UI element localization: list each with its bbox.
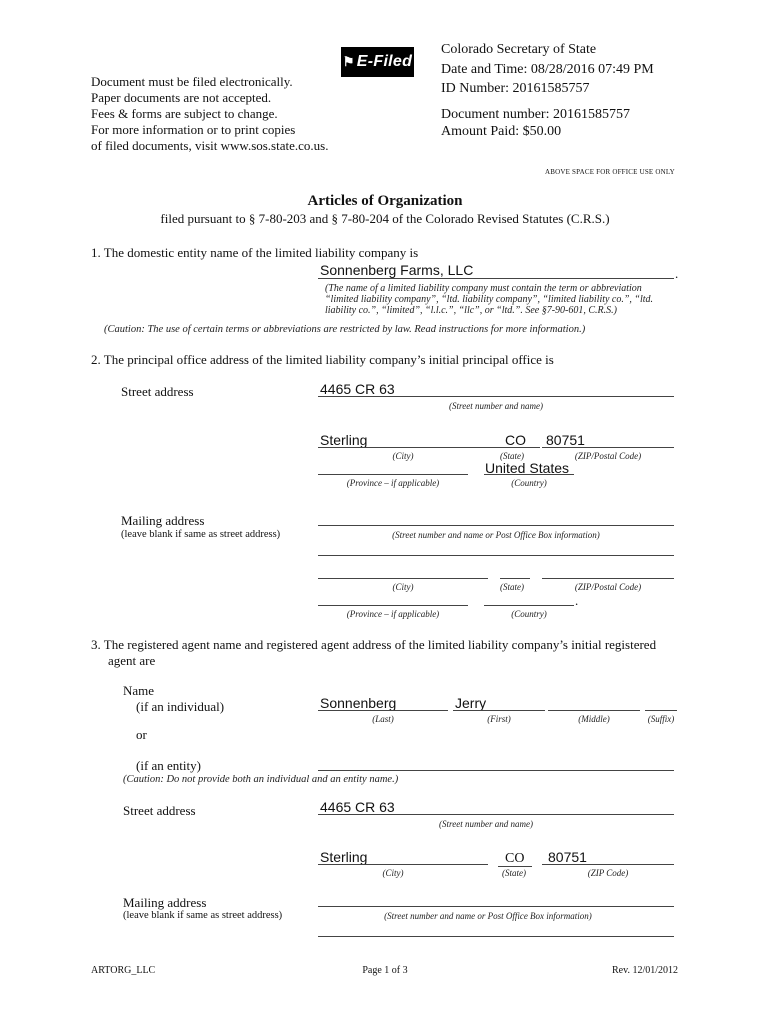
principal-state-caption: (State) (500, 451, 524, 461)
efiled-label: E-Filed (356, 53, 413, 70)
principal-mail-zip-caption: (ZIP/Postal Code) (574, 582, 642, 592)
principal-mail-zip-field[interactable] (542, 578, 674, 579)
principal-city-caption: (City) (392, 451, 414, 461)
office-name: Colorado Secretary of State (441, 42, 597, 57)
principal-country-value: United States (485, 460, 570, 476)
agent-entity-field[interactable] (318, 770, 674, 771)
agent-state-caption: (State) (502, 868, 526, 878)
agent-zip-field[interactable] (542, 864, 674, 865)
principal-mail-city-field[interactable] (318, 578, 488, 579)
id-number: ID Number: 20161585757 (441, 81, 590, 96)
principal-mail-province-caption: (Province – if applicable) (346, 609, 440, 619)
agent-mailing-caption: (Street number and name or Post Office Box information) (384, 911, 592, 921)
agent-mailing-label: Mailing address (123, 895, 207, 910)
agent-first-field[interactable] (453, 710, 545, 711)
notice-line-2: Paper documents are not accepted. (91, 90, 272, 105)
agent-city-field[interactable] (318, 864, 488, 865)
agent-last-caption: (Last) (372, 714, 394, 724)
footer-form-id: ARTORG_LLC (91, 965, 156, 976)
page-title: Articles of Organization (307, 193, 463, 209)
principal-country-caption: (Country) (511, 478, 547, 488)
principal-street-value: 4465 CR 63 (320, 381, 395, 397)
date-time: Date and Time: 08/28/2016 07:49 PM (441, 62, 654, 77)
agent-name-label: Name (123, 683, 155, 698)
agent-or-label: or (136, 727, 147, 742)
agent-street-label: Street address (123, 803, 196, 818)
section3-label-2: agent are (108, 653, 156, 668)
principal-zip-caption: (ZIP/Postal Code) (574, 451, 642, 461)
principal-zip-value: 80751 (546, 432, 585, 448)
efiled-logo (341, 47, 414, 77)
section1-caution: (Caution: The use of certain terms or abbreviations are restricted by law. Read instructions for more information.) (104, 324, 586, 335)
principal-street-field[interactable] (318, 396, 674, 397)
section3-label-1: 3. The registered agent name and registered agent address of the limited liability company’s initial registered (91, 637, 657, 652)
agent-mailing-sublabel: (leave blank if same as street address) (123, 910, 283, 921)
notice-line-5: of filed documents, visit www.sos.state.co.us. (91, 138, 329, 153)
footer-page-number: Page 1 of 3 (362, 965, 408, 976)
agent-city-caption: (City) (382, 868, 404, 878)
agent-street-field[interactable] (318, 814, 674, 815)
agent-street-caption: (Street number and name) (439, 819, 533, 829)
principal-mail-province-field[interactable] (318, 605, 468, 606)
agent-zip-value: 80751 (548, 849, 587, 865)
document-number: Document number: 20161585757 (441, 107, 630, 122)
agent-suffix-field[interactable] (645, 710, 677, 711)
principal-state-value: CO (505, 432, 526, 448)
agent-suffix-caption: (Suffix) (647, 714, 675, 724)
principal-mail-state-caption: (State) (500, 582, 524, 592)
agent-middle-field[interactable] (548, 710, 640, 711)
entity-name-note-2: “limited liability company”, “ltd. liability company”, “limited liability co.”, “ltd. (325, 294, 654, 305)
agent-street-value: 4465 CR 63 (320, 799, 395, 815)
principal-province-caption: (Province – if applicable) (346, 478, 440, 488)
entity-name-field[interactable] (318, 278, 674, 279)
principal-mail-country-field[interactable] (484, 605, 574, 606)
notice-line-4: For more information or to print copies (91, 122, 296, 137)
entity-name-value: Sonnenberg Farms, LLC (320, 262, 474, 278)
notice-line-1: Document must be filed electronically. (91, 74, 293, 89)
office-use-label: ABOVE SPACE FOR OFFICE USE ONLY (545, 168, 675, 176)
principal-country-field[interactable] (484, 474, 574, 475)
principal-city-field[interactable] (318, 447, 488, 448)
flag-icon: ⚑ (342, 54, 355, 69)
page-subtitle: filed pursuant to § 7-80-203 and § 7-80-204 of the Colorado Revised Statutes (C.R.S.) (160, 211, 610, 226)
entity-name-note-3: liability co.”, “limited”, “l.l.c.”, “llc”, or “ltd.”. See §7-90-601, C.R.S.) (325, 305, 617, 316)
entity-name-period: . (675, 266, 679, 281)
principal-mailing-field[interactable] (318, 525, 674, 526)
agent-entity-label: (if an entity) (136, 758, 201, 773)
principal-province-field[interactable] (318, 474, 468, 475)
principal-mailing-sublabel: (leave blank if same as street address) (121, 529, 281, 540)
entity-name-note-1: (The name of a limited liability company must contain the term or abbreviation (325, 283, 642, 294)
principal-mailing-caption: (Street number and name or Post Office Box information) (392, 530, 600, 540)
section2-label: 2. The principal office address of the limited liability company’s initial principal office is (91, 352, 554, 367)
principal-mail-city-caption: (City) (392, 582, 414, 592)
principal-street-label: Street address (121, 384, 194, 399)
principal-zip-field[interactable] (542, 447, 674, 448)
agent-mailing-field[interactable] (318, 906, 674, 907)
agent-city-value: Sterling (320, 849, 368, 865)
notice-line-3: Fees & forms are subject to change. (91, 106, 278, 121)
agent-zip-caption: (ZIP Code) (587, 868, 629, 878)
principal-street-caption: (Street number and name) (449, 401, 543, 411)
section1-label: 1. The domestic entity name of the limited liability company is (91, 245, 419, 260)
footer-revision: Rev. 12/01/2012 (612, 965, 679, 976)
principal-mailing-label: Mailing address (121, 513, 205, 528)
principal-mail-state-field[interactable] (500, 578, 530, 579)
agent-caution: (Caution: Do not provide both an individual and an entity name.) (123, 774, 399, 785)
agent-state-field[interactable] (498, 866, 532, 867)
agent-first-value: Jerry (455, 695, 487, 711)
principal-mail-country-caption: (Country) (511, 609, 547, 619)
agent-individual-label: (if an individual) (136, 699, 225, 714)
principal-mailing-field-2[interactable] (318, 555, 674, 556)
principal-city-value: Sterling (320, 432, 368, 448)
agent-first-caption: (First) (487, 714, 511, 724)
agent-last-value: Sonnenberg (320, 695, 397, 711)
agent-last-field[interactable] (318, 710, 448, 711)
agent-middle-caption: (Middle) (578, 714, 610, 724)
amount-paid: Amount Paid: $50.00 (441, 124, 562, 139)
agent-state-value: CO (505, 851, 525, 866)
principal-state-field[interactable] (484, 447, 540, 448)
agent-mailing-field-2[interactable] (318, 936, 674, 937)
principal-mail-period: . (575, 593, 579, 608)
